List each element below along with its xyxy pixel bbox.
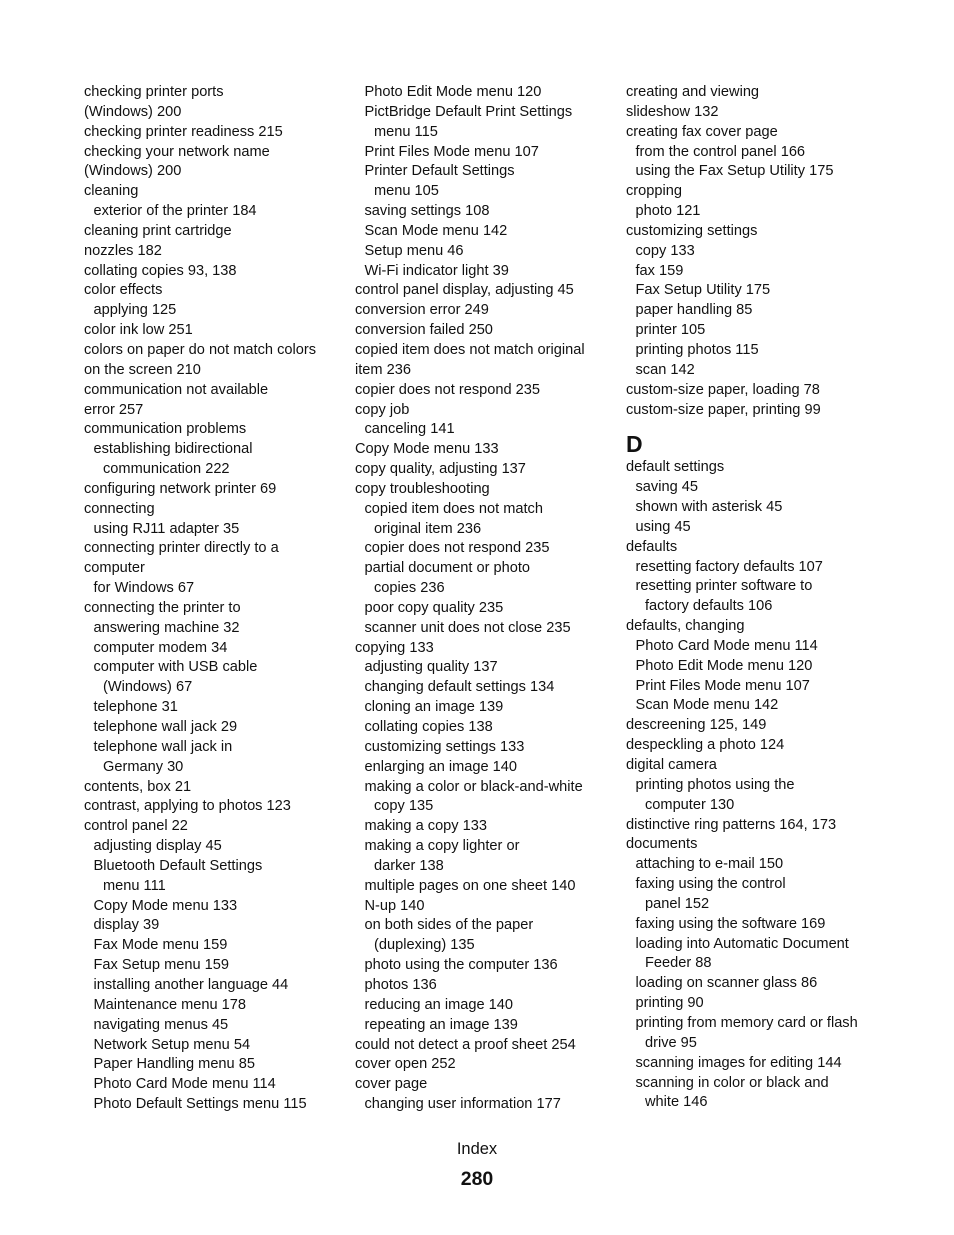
index-subentry: paper handling 85 bbox=[635, 302, 753, 319]
index-column-3 bbox=[626, 83, 888, 1113]
index-subentry: from the control panel 166 bbox=[635, 143, 806, 160]
index-entry: cover open 252 bbox=[355, 1056, 456, 1073]
index-subentry: Maintenance menu 178 bbox=[93, 996, 247, 1013]
index-subentry: Print Files Mode menu 107 bbox=[364, 143, 539, 160]
index-subentry: canceling 141 bbox=[364, 421, 455, 438]
index-subentry: menu 111 bbox=[103, 877, 166, 894]
index-subentry: Print Files Mode menu 107 bbox=[635, 677, 810, 694]
index-entry: contents, box 21 bbox=[84, 778, 192, 795]
index-subentry: enlarging an image 140 bbox=[364, 758, 518, 775]
index-entry: item 236 bbox=[355, 361, 411, 378]
index-subentry: loading on scanner glass 86 bbox=[635, 975, 818, 992]
index-entry: checking printer readiness 215 bbox=[84, 123, 283, 140]
index-entry: collating copies 93, 138 bbox=[84, 262, 237, 279]
index-subentry: Bluetooth Default Settings bbox=[93, 857, 263, 874]
index-entry: connecting bbox=[84, 500, 155, 517]
index-subentry: reducing an image 140 bbox=[364, 996, 513, 1013]
index-subentry: Paper Handling menu 85 bbox=[93, 1056, 255, 1073]
index-subentry: answering machine 32 bbox=[93, 619, 240, 636]
index-subentry: menu 105 bbox=[374, 183, 439, 200]
index-entry: copy quality, adjusting 137 bbox=[355, 461, 526, 478]
index-subentry: telephone 31 bbox=[93, 699, 178, 716]
index-subentry: menu 115 bbox=[374, 123, 438, 140]
index-subentry: scanning in color or black and bbox=[635, 1074, 829, 1091]
index-entry: communication problems bbox=[84, 421, 247, 438]
index-entry: computer bbox=[84, 560, 145, 577]
index-subentry: exterior of the printer 184 bbox=[93, 203, 257, 220]
index-entry: colors on paper do not match colors bbox=[84, 341, 317, 358]
index-entry: (Windows) 200 bbox=[84, 163, 182, 180]
index-subentry: Scan Mode menu 142 bbox=[635, 697, 779, 714]
index-entry: configuring network printer 69 bbox=[84, 480, 277, 497]
index-subentry: display 39 bbox=[93, 917, 160, 934]
index-entry: documents bbox=[626, 836, 698, 853]
index-subentry: poor copy quality 235 bbox=[364, 599, 504, 616]
index-subentry: customizing settings 133 bbox=[364, 738, 525, 755]
index-entry: cropping bbox=[626, 183, 682, 200]
index-subentry: making a copy lighter or bbox=[364, 838, 520, 855]
index-entry: creating fax cover page bbox=[626, 123, 778, 140]
index-entry: copied item does not match original bbox=[355, 341, 585, 358]
index-subentry: panel 152 bbox=[645, 895, 710, 912]
index-entry: copier does not respond 235 bbox=[355, 381, 540, 398]
index-subentry: computer 130 bbox=[645, 796, 735, 813]
index-subentry: shown with asterisk 45 bbox=[635, 499, 783, 516]
index-subentry: computer modem 34 bbox=[93, 639, 228, 656]
index-entry: customizing settings bbox=[626, 222, 758, 239]
index-subentry: Network Setup menu 54 bbox=[93, 1036, 251, 1053]
index-subentry: installing another language 44 bbox=[93, 976, 289, 993]
index-subentry: on both sides of the paper bbox=[364, 917, 534, 934]
index-subentry: loading into Automatic Document bbox=[635, 935, 849, 952]
index-subentry: multiple pages on one sheet 140 bbox=[364, 877, 576, 894]
index-subentry: N-up 140 bbox=[364, 897, 425, 914]
index-subentry: Wi-Fi indicator light 39 bbox=[364, 262, 509, 279]
index-subentry: photo using the computer 136 bbox=[364, 957, 558, 974]
index-column-1 bbox=[84, 83, 346, 1115]
index-subentry: partial document or photo bbox=[364, 560, 530, 577]
index-entry: despeckling a photo 124 bbox=[626, 737, 785, 754]
index-entry: Copy Mode menu 133 bbox=[355, 441, 499, 458]
index-subentry: original item 236 bbox=[374, 520, 482, 537]
index-column-2 bbox=[355, 83, 617, 1115]
index-subentry: resetting printer software to bbox=[635, 578, 813, 595]
index-subentry: Scan Mode menu 142 bbox=[364, 222, 508, 239]
index-entry: digital camera bbox=[626, 757, 717, 773]
index-subentry: copies 236 bbox=[374, 580, 445, 597]
index-subentry: printing 90 bbox=[635, 995, 704, 1012]
index-subentry: resetting factory defaults 107 bbox=[635, 558, 823, 575]
index-section-letter: D bbox=[626, 431, 643, 458]
index-subentry: copier does not respond 235 bbox=[364, 540, 550, 557]
index-subentry: using RJ11 adapter 35 bbox=[93, 520, 240, 537]
index-entry: descreening 125, 149 bbox=[626, 717, 767, 734]
index-entry: checking printer ports bbox=[84, 84, 224, 100]
index-subentry: telephone wall jack 29 bbox=[93, 719, 238, 735]
index-subentry: changing user information 177 bbox=[364, 1096, 561, 1113]
index-entry: connecting printer directly to a bbox=[84, 540, 279, 557]
index-entry: could not detect a proof sheet 254 bbox=[355, 1036, 576, 1053]
index-entry: cleaning bbox=[84, 183, 139, 200]
index-subentry: copy 135 bbox=[374, 798, 434, 815]
index-subentry: Copy Mode menu 133 bbox=[93, 897, 238, 914]
index-subentry: Photo Default Settings menu 115 bbox=[93, 1096, 307, 1113]
index-entry: custom-size paper, loading 78 bbox=[626, 381, 820, 398]
index-subentry: using 45 bbox=[635, 518, 691, 535]
index-entry: copy job bbox=[355, 401, 410, 418]
index-subentry: Setup menu 46 bbox=[364, 242, 464, 259]
index-subentry: white 146 bbox=[645, 1094, 708, 1111]
index-entry: copy troubleshooting bbox=[355, 480, 490, 497]
index-subentry: saving 45 bbox=[635, 479, 698, 496]
index-subentry: making a copy 133 bbox=[364, 818, 488, 835]
index-subentry: Photo Card Mode menu 114 bbox=[93, 1076, 276, 1093]
index-subentry: copied item does not match bbox=[364, 500, 543, 517]
index-subentry: scan 142 bbox=[635, 361, 695, 378]
index-entry: color effects bbox=[84, 282, 163, 299]
index-subentry: using the Fax Setup Utility 175 bbox=[635, 163, 834, 180]
index-subentry: Fax Setup menu 159 bbox=[93, 957, 229, 974]
index-entry: nozzles 182 bbox=[84, 242, 162, 259]
index-subentry: photo 121 bbox=[635, 203, 701, 220]
index-subentry: Photo Edit Mode menu 120 bbox=[364, 84, 542, 100]
index-entry: communication not available bbox=[84, 381, 269, 398]
index-subentry: scanning images for editing 144 bbox=[635, 1054, 842, 1071]
index-subentry: photos 136 bbox=[364, 976, 437, 993]
index-subentry: adjusting display 45 bbox=[93, 838, 222, 855]
index-subentry: collating copies 138 bbox=[364, 719, 493, 735]
index-entry: control panel display, adjusting 45 bbox=[355, 282, 574, 299]
index-entry: custom-size paper, printing 99 bbox=[626, 401, 821, 418]
index-entry: default settings bbox=[626, 459, 725, 476]
index-entry: error 257 bbox=[84, 401, 144, 418]
index-entry: (Windows) 200 bbox=[84, 103, 182, 120]
index-subentry: communication 222 bbox=[103, 461, 230, 478]
page-number: 280 bbox=[460, 1168, 494, 1190]
index-entry: slideshow 132 bbox=[626, 103, 719, 120]
index-entry: contrast, applying to photos 123 bbox=[84, 798, 291, 815]
index-subentry: printer 105 bbox=[635, 322, 706, 339]
index-subentry: fax 159 bbox=[635, 262, 684, 279]
index-subentry: attaching to e-mail 150 bbox=[635, 856, 784, 873]
index-subentry: faxing using the control bbox=[635, 876, 786, 893]
index-subentry: telephone wall jack in bbox=[93, 738, 233, 755]
index-entry: defaults bbox=[626, 538, 678, 555]
index-subentry: computer with USB cable bbox=[93, 659, 258, 676]
index-subentry: navigating menus 45 bbox=[93, 1016, 229, 1033]
index-subentry: Fax Setup Utility 175 bbox=[635, 282, 771, 299]
index-entry: conversion error 249 bbox=[355, 302, 489, 319]
index-entry: cleaning print cartridge bbox=[84, 222, 232, 239]
index-subentry: (duplexing) 135 bbox=[374, 937, 475, 954]
index-subentry: factory defaults 106 bbox=[645, 598, 773, 615]
index-subentry: Germany 30 bbox=[103, 758, 184, 775]
index-subentry: darker 138 bbox=[374, 857, 444, 874]
index-entry: on the screen 210 bbox=[84, 361, 201, 378]
index-subentry: for Windows 67 bbox=[93, 580, 195, 597]
index-entry: conversion failed 250 bbox=[355, 322, 493, 339]
index-entry: cover page bbox=[355, 1076, 428, 1093]
index-subentry: establishing bidirectional bbox=[93, 441, 253, 458]
index-entry: connecting the printer to bbox=[84, 599, 241, 616]
index-subentry: (Windows) 67 bbox=[103, 679, 193, 696]
index-subentry: saving settings 108 bbox=[364, 203, 490, 220]
index-subentry: cloning an image 139 bbox=[364, 699, 504, 716]
index-subentry: faxing using the software 169 bbox=[635, 915, 826, 932]
index-subentry: printing photos 115 bbox=[635, 341, 759, 358]
index-subentry: adjusting quality 137 bbox=[364, 659, 498, 676]
index-subentry: copy 133 bbox=[635, 242, 695, 259]
index-entry: distinctive ring patterns 164, 173 bbox=[626, 816, 837, 833]
index-subentry: Photo Edit Mode menu 120 bbox=[635, 657, 813, 674]
index-entry: control panel 22 bbox=[84, 818, 188, 835]
index-subentry: printing photos using the bbox=[635, 776, 795, 793]
index-subentry: scanner unit does not close 235 bbox=[364, 619, 571, 636]
index-entry: creating and viewing bbox=[626, 84, 760, 100]
index-subentry: Feeder 88 bbox=[645, 955, 712, 972]
footer-section-label: Index bbox=[456, 1140, 498, 1158]
index-subentry: printing from memory card or flash bbox=[635, 1014, 858, 1031]
index-subentry: Printer Default Settings bbox=[364, 163, 515, 180]
index-subentry: repeating an image 139 bbox=[364, 1016, 518, 1033]
index-entry: defaults, changing bbox=[626, 618, 745, 635]
index-entry: color ink low 251 bbox=[84, 322, 193, 339]
index-subentry: changing default settings 134 bbox=[364, 679, 555, 696]
index-subentry: Fax Mode menu 159 bbox=[93, 937, 228, 954]
index-subentry: making a color or black-and-white bbox=[364, 778, 583, 795]
index-subentry: drive 95 bbox=[645, 1034, 697, 1051]
index-entry: checking your network name bbox=[84, 143, 270, 160]
index-subentry: Photo Card Mode menu 114 bbox=[635, 637, 818, 654]
index-subentry: PictBridge Default Print Settings bbox=[364, 103, 573, 120]
index-subentry: applying 125 bbox=[93, 302, 177, 319]
index-entry: copying 133 bbox=[355, 639, 434, 656]
